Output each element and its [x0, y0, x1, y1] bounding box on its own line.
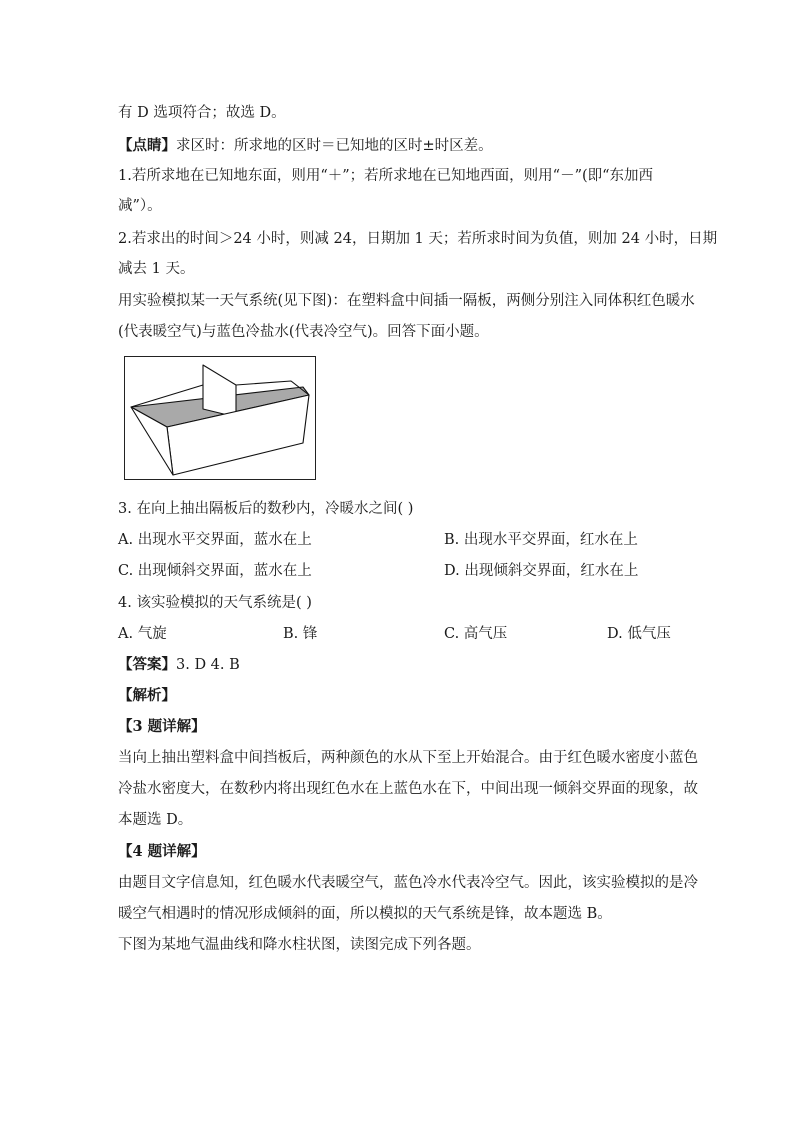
q3-detail-line-3: 本题选 D。 — [118, 812, 193, 828]
answer-text: 3. D 4. B — [176, 657, 240, 673]
q4-option-d: D. 低气压 — [607, 626, 671, 642]
rule1-line-2: 减”）。 — [118, 198, 162, 214]
divider-board — [203, 365, 236, 417]
q3-detail-line-1: 当向上抽出塑料盒中间挡板后，两种颜色的水从下至上开始混合。由于红色暖水密度小蓝色 — [118, 750, 698, 766]
q3-option-c: C. 出现倾斜交界面，蓝水在上 — [118, 563, 312, 579]
analysis-label: 【解析】 — [118, 687, 176, 704]
dianjing-paragraph — [118, 136, 493, 156]
q4-detail-line-2: 暖空气相遇时的情况形成倾斜的面，所以模拟的天气系统是锋，故本题选 B。 — [118, 906, 612, 922]
answer-line — [118, 655, 240, 675]
rule2-line-2: 减去 1 天。 — [118, 261, 195, 277]
question-3: 3. 在向上抽出隔板后的数秒内，冷暖水之间( ) — [118, 501, 414, 517]
q3-detail-line-2: 冷盐水密度大，在数秒内将出现红色水在上蓝色水在下，中间出现一倾斜交界面的现象，故 — [118, 781, 698, 797]
box-drawing — [125, 357, 317, 481]
q4-option-b: B. 锋 — [283, 626, 318, 642]
q3-detail-label: 【3 题详解】 — [118, 718, 206, 735]
rule1-line-1: 1.若所求地在已知地东面，则用“＋”；若所求地在已知地西面，则用“－”(即“东加西 — [118, 168, 654, 184]
question-stem-line-2: (代表暖空气)与蓝色冷盐水(代表冷空气)。回答下面小题。 — [118, 324, 489, 340]
question-stem-line-1: 用实验模拟某一天气系统(见下图)：在塑料盒中间插一隔板，两侧分别注入同体积红色暖水 — [118, 293, 695, 309]
rule2-line-1: 2.若求出的时间＞24 小时，则减 24，日期加 1 天；若所求时间为负值，则加 24 小时，日期 — [118, 231, 718, 247]
intro-line: 有 D 选项符合；故选 D。 — [118, 105, 286, 121]
answer-label: 【答案】 — [118, 656, 176, 673]
next-question-stem: 下图为某地气温曲线和降水柱状图，读图完成下列各题。 — [118, 937, 481, 953]
experiment-box-figure — [124, 356, 316, 480]
q4-detail-line-1: 由题目文字信息知，红色暖水代表暖空气，蓝色冷水代表冷空气。因此，该实验模拟的是冷 — [118, 875, 698, 891]
dianjing-label: 【点睛】 — [118, 137, 176, 154]
q4-detail-label: 【4 题详解】 — [118, 843, 206, 860]
q3-option-d: D. 出现倾斜交界面，红水在上 — [444, 563, 639, 579]
dianjing-text: 求区时：所求地的区时＝已知地的区时±时区差。 — [176, 138, 493, 154]
question-4: 4. 该实验模拟的天气系统是( ) — [118, 595, 312, 611]
q3-option-b: B. 出现水平交界面，红水在上 — [444, 532, 638, 548]
q3-option-a: A. 出现水平交界面，蓝水在上 — [118, 532, 312, 548]
q4-option-a: A. 气旋 — [118, 626, 167, 642]
q4-option-c: C. 高气压 — [444, 626, 508, 642]
